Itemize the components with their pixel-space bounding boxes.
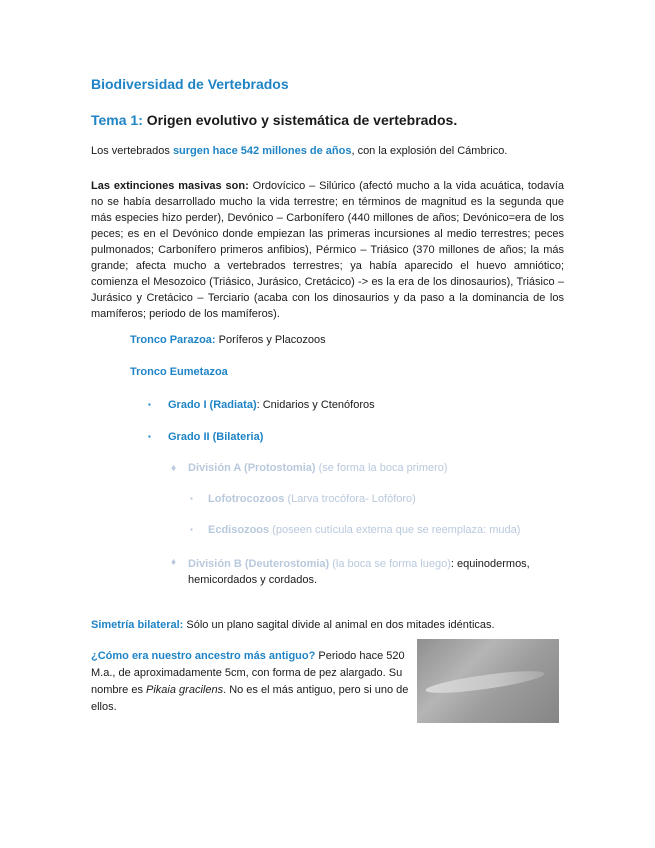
highlight-text: surgen hace 542 millones de años [172, 145, 352, 157]
tronco-parazoa-text: Poríferos y Placozoos [215, 334, 326, 346]
diamond-bullet-icon: ♦ [171, 463, 177, 474]
grado-radiata [168, 399, 375, 411]
tronco-parazoa-label: Tronco Parazoa: [130, 334, 216, 346]
pikaia-fossil-image [417, 639, 559, 723]
simetria-bilateral [91, 619, 495, 631]
vertebrates-origin-paragraph [91, 145, 521, 157]
square-bullet-icon: ▪ [190, 494, 193, 503]
ecdisozoos-text: (poseen cutícula externa que se reemplaza: muda) [269, 524, 521, 536]
topic-label: Tema 1: [91, 112, 143, 128]
square-bullet-icon: ▪ [148, 400, 151, 409]
fossil-shape [425, 667, 546, 698]
extinctions-label: Las extinciones masivas son: [91, 180, 249, 192]
paragraph-text: Los vertebrados [91, 145, 173, 157]
division-b-text-line2: hemicordados y cordados. [188, 574, 318, 586]
simetria-label: Simetría bilateral: [91, 619, 184, 631]
division-b-label: División B (Deuterostomia) [188, 558, 330, 570]
simetria-text: Sólo un plano sagital divide al animal en dos mitades idénticas. [183, 619, 495, 631]
lofotrocozoos [208, 493, 416, 505]
ecdisozoos-label: Ecdisozoos [208, 524, 270, 536]
grado-radiata-label: Grado I (Radiata) [168, 399, 257, 411]
topic-text: Origen evolutivo y sistemática de vertebrados. [142, 112, 458, 128]
division-a-text: (se forma la boca primero) [315, 462, 448, 474]
square-bullet-icon: ▪ [190, 525, 193, 534]
square-bullet-icon: ▪ [148, 432, 151, 441]
division-b-note: (la boca se forma luego) [329, 558, 451, 570]
ancestro-question: ¿Cómo era nuestro ancestro más antiguo? [91, 650, 316, 662]
tronco-eumetazoa: Tronco Eumetazoa [130, 366, 228, 378]
document-title: Biodiversidad de Vertebrados [91, 76, 289, 92]
ancestro-text: Periodo hace 520 M.a., de aproximadamente 5cm, con forma de pez alargado. Su nombre es [91, 650, 405, 696]
lofotrocozoos-text: (Larva trocófora- Lofóforo) [284, 493, 416, 505]
extinctions-text: Ordovícico – Silúrico (afectó mucho a la vida acuática, todavía no se había desarrollado mucho la vida terrestre; en términos de magnitud es la segunda que más especies hizo perder), Devónico – Carbonífero (440 millones de años; Devónico=era de los peces; es en el Devónico donde empiezan las primeras incursiones al medio terrestres; peces pulmonados; Carbonífero primeros anfibios), Pérmico – Triásico (370 millones de años; la más grande; afecta mucho a vertebrados terrestres; ya había aparecido el huevo amniótico; comienza el Mesozoico (Triásico, Jurásico, Cretácico) -> es la era de los dinosaurios), Triásico – Jurásico y Cretácico – Terciario (acaba con los dinosaurios y da paso a la dominancia de los mamíferos; periodo de los mamíferos). [91, 180, 564, 320]
extinctions-paragraph [91, 178, 564, 322]
ecdisozoos [208, 524, 520, 536]
diamond-bullet-icon: ♦ [171, 557, 177, 568]
division-b-text: : equinodermos, [450, 558, 530, 570]
division-protostomia [188, 462, 448, 474]
ancestro-paragraph [91, 648, 409, 716]
ancestro-text-end: . No es el más antiguo, pero si uno de ellos. [91, 684, 409, 713]
division-deuterostomia [188, 556, 530, 588]
grado-bilateria: Grado II (Bilateria) [168, 431, 264, 443]
species-name: Pikaia gracilens [146, 684, 224, 696]
paragraph-text: , con la explosión del Cámbrico. [351, 145, 508, 157]
grado-radiata-text: : Cnidarios y Ctenóforos [256, 399, 375, 411]
lofotrocozoos-label: Lofotrocozoos [208, 493, 285, 505]
division-a-label: División A (Protostomia) [188, 462, 316, 474]
tronco-parazoa [130, 334, 326, 346]
topic-heading [91, 112, 457, 128]
